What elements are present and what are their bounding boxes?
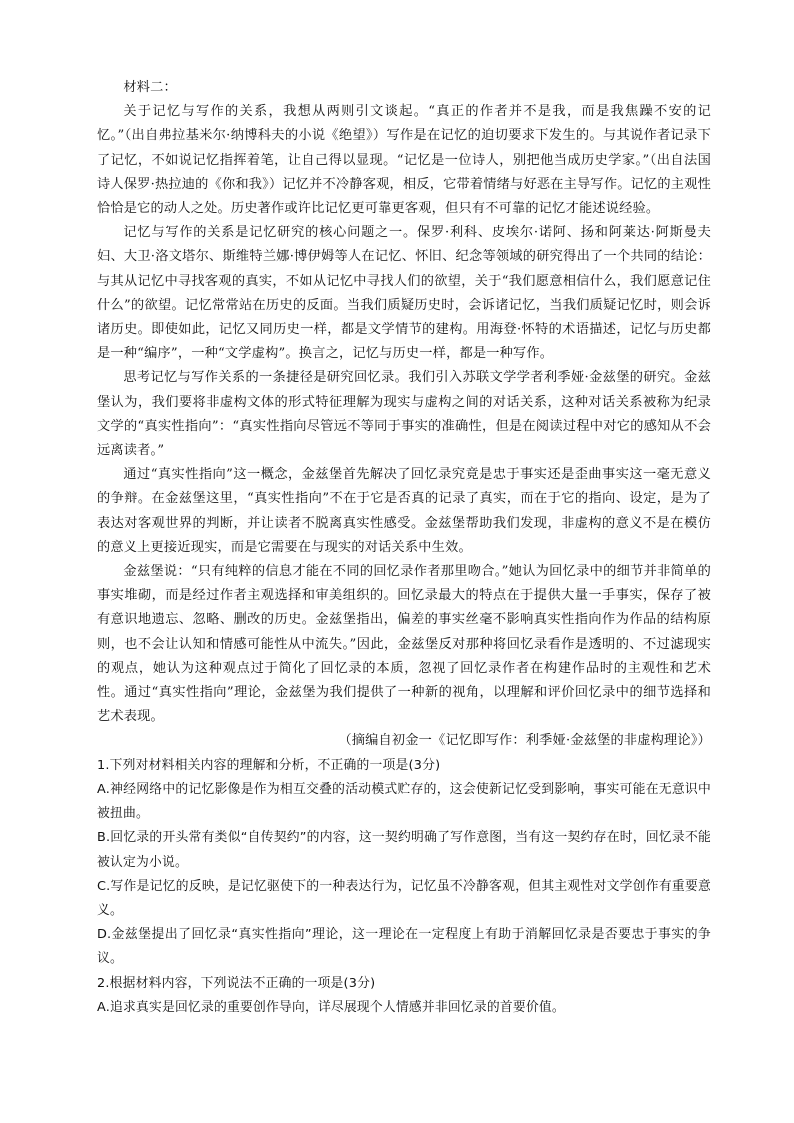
question-1-option-d: D.金兹堡提出了回忆录“真实性指向”理论，这一理论在一定程度上有助于消解回忆录是否要忠于事实的争议。: [97, 927, 711, 967]
material-label: 材料二：: [123, 80, 177, 95]
question-2-stem: 2.根据材料内容，下列说法不正确的一项是(3分): [97, 975, 376, 991]
document-body: [97, 76, 711, 1020]
paragraph-2: 记忆与写作的关系是记忆研究的核心问题之一。保罗·利科、皮埃尔·诺阿、扬和阿莱达·阿斯曼夫妇、大卫·洛文塔尔、斯维特兰娜·博伊姆等人在记忆、怀旧、纪念等领域的研究得出了一个共同的结论：与其从记忆中寻找客观的真实，不如从记忆中寻找人们的欲望，关于“我们愿意相信什么，我们愿意记住什么”的欲望。记忆常常站在历史的反面。当我们质疑历史时，会诉诸记忆，当我们质疑记忆时，则会诉诸历史。即使如此，记忆又同历史一样，都是文学情节的建构。用海登·怀特的术语描述，记忆与历史都是一种“编序”，一种“文学虚构”。换言之，记忆与历史一样，都是一种写作。: [97, 225, 711, 362]
paragraph-5: 金兹堡说：“只有纯粹的信息才能在不同的回忆录作者那里吻合。”她认为回忆录中的细节并非简单的事实堆砌，而是经过作者主观选择和审美组织的。回忆录最大的特点在于提供大量一手事实，保存了被有意识地遗忘、忽略、删改的历史。金兹堡指出，偏差的事实丝毫不影响真实性指向作为作品的结构原则，也不会让认知和情感可能性从中流失。”因此，金兹堡反对那种将回忆录看作是透明的、不过滤现实的观点，她认为这种观点过于简化了回忆录的本质，忽视了回忆录作者在构建作品时的主观性和艺术性。通过“真实性指向”理论，金兹堡为我们提供了一种新的视角，以理解和评价回忆录中的细节选择和艺术表现。: [97, 564, 711, 725]
question-1-stem: 1.下列对材料相关内容的理解和分析，不正确的一项是(3分): [97, 757, 441, 773]
paragraph-3: 思考记忆与写作关系的一条捷径是研究回忆录。我们引入苏联文学学者利季娅·金兹堡的研究。金兹堡认为，我们要将非虚构文体的形式特征理解为现实与虚构之间的对话关系，这种对话关系被称为纪录文学的“真实性指向”：“真实性指向尽管远不等同于事实的准确性，但是在阅读过程中对它的感知从不会远离读者。”: [97, 370, 711, 459]
question-1-option-c: C.写作是记忆的反映，是记忆驱使下的一种表达行为，记忆虽不冷静客观，但其主观性对文学创作有重要意义。: [97, 878, 711, 918]
question-2-option-a: A.追求真实是回忆录的重要创作导向，详尽展现个人情感并非回忆录的首要价值。: [97, 999, 565, 1015]
paragraph-4: 通过“真实性指向”这一概念，金兹堡首先解决了回忆录究竟是忠于事实还是歪曲事实这一毫无意义的争辩。在金兹堡这里，“真实性指向”不在于它是否真的记录了真实，而在于它的指向、设定，是为了表达对客观世界的判断，并让读者不脱离真实性感受。金兹堡帮助我们发现，非虚构的意义不是在模仿的意义上更接近现实，而是它需要在与现实的对话关系中生效。: [97, 467, 711, 555]
question-1-option-b: B.回忆录的开头常有类似“自传契约”的内容，这一契约明确了写作意图，当有这一契约存在时，回忆录不能被认定为小说。: [97, 830, 711, 870]
question-1-option-a: A.神经网络中的记忆影像是作为相互交叠的活动模式贮存的，这会使新记忆受到影响，事实可能在无意识中被扭曲。: [97, 781, 711, 822]
source-citation: （摘编自初金一《记忆即写作：利季娅·金兹堡的非虚构理论》）: [338, 733, 711, 749]
paragraph-1: 关于记忆与写作的关系，我想从两则引文谈起。“真正的作者并不是我，而是我焦躁不安的记忆。”（出自弗拉基米尔·纳博科夫的小说《绝望》）写作是在记忆的迫切要求下发生的。与其说作者记录下了记忆，不如说记忆指挥着笔，让自己得以显现。“记忆是一位诗人，别把他当成历史学家。”（出自法国诗人保罗·热拉迪的《你和我》）记忆并不冷静客观，相反，它带着情绪与好恶在主导写作。记忆的主观性恰恰是它的动人之处。历史著作或许比记忆更可靠更客观，但只有不可靠的记忆才能述说经验。: [97, 104, 711, 217]
